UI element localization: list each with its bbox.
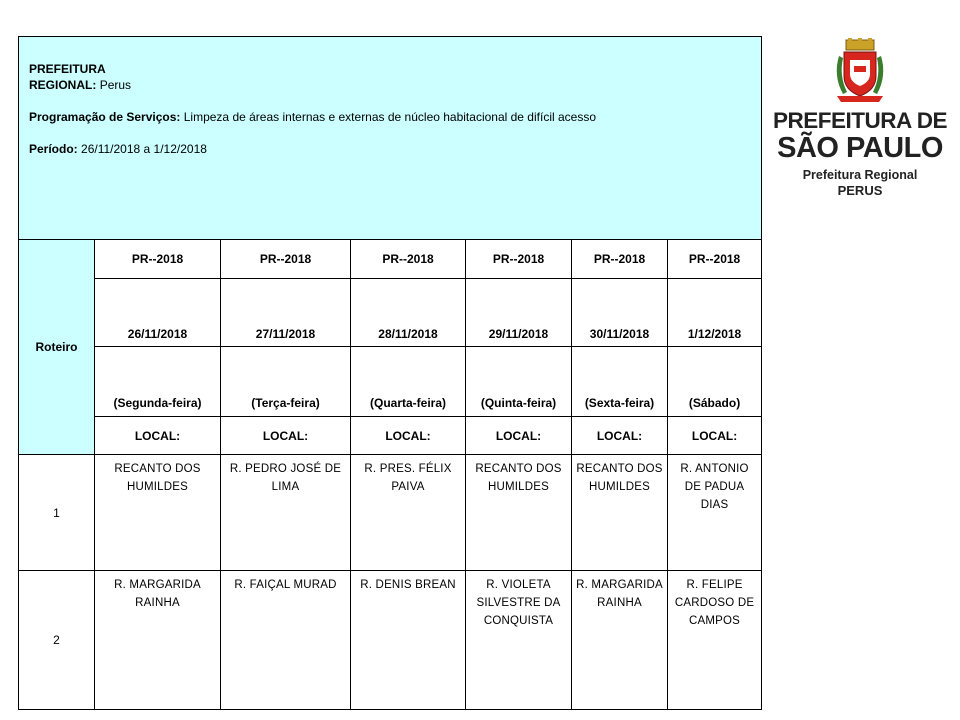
periodo-value: 26/11/2018 a 1/12/2018	[81, 142, 207, 156]
location-cell: RECANTO DOS HUMILDES	[572, 455, 668, 571]
column-local-label: LOCAL:	[221, 417, 351, 455]
column-local-label: LOCAL:	[668, 417, 762, 455]
local-label-row	[19, 417, 762, 455]
logo-title-line1: PREFEITURA DE	[773, 108, 947, 133]
location-cell: R. FELIPE CARDOSO DE CAMPOS	[668, 571, 762, 710]
programacao-value: Limpeza de áreas internas e externas de núcleo habitacional de difícil acesso	[183, 110, 597, 124]
regional-value: Perus	[99, 78, 132, 92]
org-label: PREFEITURA	[29, 62, 106, 76]
column-weekday: (Terça-feira)	[221, 347, 351, 417]
location-cell: RECANTO DOS HUMILDES	[95, 455, 221, 571]
column-code: PR--2018	[466, 240, 572, 279]
location-cell: R. MARGARIDA RAINHA	[572, 571, 668, 710]
info-cell	[19, 37, 762, 240]
programacao-line: Programação de Serviços: Limpeza de áreas internas e externas de núcleo habitacional de difícil acesso	[29, 110, 597, 124]
column-weekday: (Sábado)	[668, 347, 762, 417]
code-row	[19, 240, 762, 279]
periodo-line: Período: 26/11/2018 a 1/12/2018	[29, 142, 207, 156]
logo-subtitle: Prefeitura Regional	[802, 167, 918, 182]
location-cell: R. PEDRO JOSÉ DE LIMA	[221, 455, 351, 571]
column-code: PR--2018	[95, 240, 221, 279]
column-date: 27/11/2018	[221, 279, 351, 347]
column-local-label: LOCAL:	[572, 417, 668, 455]
roteiro-number: 2	[19, 571, 95, 710]
schedule-document	[18, 36, 761, 710]
location-cell: R. ANTONIO DE PADUA DIAS	[668, 455, 762, 571]
column-code: PR--2018	[351, 240, 466, 279]
column-local-label: LOCAL:	[351, 417, 466, 455]
column-local-label: LOCAL:	[95, 417, 221, 455]
location-cell: RECANTO DOS HUMILDES	[466, 455, 572, 571]
schedule-table	[18, 36, 762, 710]
location-cell: R. DENIS BREAN	[351, 571, 466, 710]
column-date: 1/12/2018	[668, 279, 762, 347]
roteiro-header: Roteiro	[19, 240, 95, 455]
table-row	[19, 571, 762, 710]
regional-line: REGIONAL: Perus	[29, 78, 132, 92]
column-date: 29/11/2018	[466, 279, 572, 347]
column-code: PR--2018	[668, 240, 762, 279]
column-weekday: (Segunda-feira)	[95, 347, 221, 417]
coat-of-arms-icon	[833, 38, 887, 104]
location-cell: R. PRES. FÉLIX PAIVA	[351, 455, 466, 571]
column-weekday: (Quarta-feira)	[351, 347, 466, 417]
column-date: 26/11/2018	[95, 279, 221, 347]
location-cell: R. MARGARIDA RAINHA	[95, 571, 221, 710]
prefeitura-logo	[768, 38, 952, 198]
column-date: 28/11/2018	[351, 279, 466, 347]
location-cell: R. VIOLETA SILVESTRE DA CONQUISTA	[466, 571, 572, 710]
logo-regional-name: PERUS	[837, 182, 883, 198]
column-weekday: (Quinta-feira)	[466, 347, 572, 417]
logo-title-line2: SÃO PAULO	[777, 131, 943, 164]
column-local-label: LOCAL:	[466, 417, 572, 455]
column-weekday: (Sexta-feira)	[572, 347, 668, 417]
column-code: PR--2018	[221, 240, 351, 279]
date-row	[19, 279, 762, 347]
weekday-row	[19, 347, 762, 417]
column-code: PR--2018	[572, 240, 668, 279]
roteiro-number: 1	[19, 455, 95, 571]
location-cell: R. FAIÇAL MURAD	[221, 571, 351, 710]
info-row	[19, 37, 762, 240]
table-row	[19, 455, 762, 571]
column-date: 30/11/2018	[572, 279, 668, 347]
